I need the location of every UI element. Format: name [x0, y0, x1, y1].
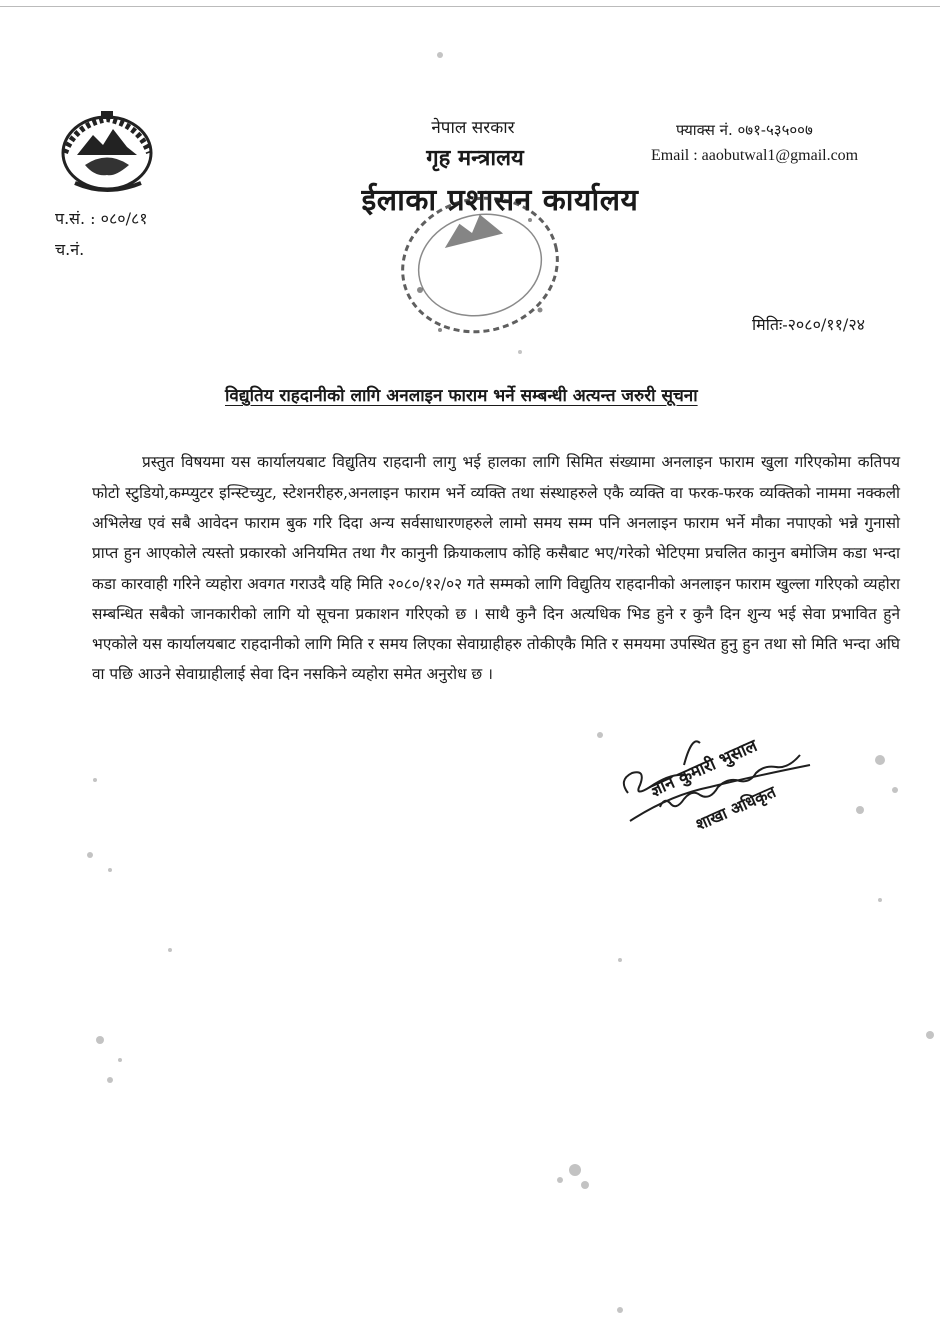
letter-number: प.सं. : ०८०/८१	[55, 209, 148, 228]
email-address: Email : aaobutwal1@gmail.com	[651, 147, 859, 164]
notice-subject: विद्युतिय राहदानीको लागि अनलाइन फाराम भर्ने सम्बन्धी अत्यन्त जरुरी सूचना	[225, 386, 698, 406]
ministry-name: गृह मन्त्रालय	[426, 145, 524, 171]
dispatch-number: च.नं.	[55, 240, 85, 259]
notice-body: प्रस्तुत विषयमा यस कार्यालयबाट विद्युतिय राहदानी लागु भई हालका लागि सिमित संख्यामा अनलाइन फाराम खुला गरिएकोमा कतिपय फोटो स्टुडियो,कम्प्युटर इन्स्टिच्युट, स्टेशनरीहरु,अनलाइन फाराम भर्ने व्यक्ति तथा संस्थाहरुले एकै व्यक्ति वा फरक-फरक व्यक्तिको नाममा नक्कली अभिलेख एवं सबै आवेदन फाराम बुक गरि दिदा अन्य सर्वसाधारणहरुले लामो समय सम्म पनि अनलाइन फाराम भर्ने मौका नपाएको भन्ने गुनासो प्राप्त हुन आएकोले त्यस्तो प्रकारको अनियमित तथा गैर कानुनी क्रियाकलाप कोहि कसैबाट भए/गरेको भेटिएमा प्रचलित कानुन बमोजिम कडा भन्दा कडा कारवाही गरिने व्यहोरा अवगत गराउदै यहि मिति २०८०/१२/०२ गते सम्मको लागि विद्युतिय राहदानीको अनलाइन फाराम खुल्ला गरिएको व्यहोरा सम्बन्धित सबैको जानकारीको लागि यो सूचना प्रकाशन गरिएको छ । साथै कुनै दिन अत्यधिक भिड हुने र कुनै दिन शुन्य भई सेवा प्रभावित हुने भएकोले यस कार्यालयबाट राहदानीको लागि मिति र समय लिएका सेवाग्राहीहरु तोकीएकै मिति र समयमा उपस्थित हुनु हुन तथा सो मिति भन्दा अघि वा पछि आउने सेवाग्राहीलाई सेवा दिन नसकिने व्यहोरा समेत अनुरोध छ ।	[92, 453, 900, 684]
signatory-title: शाखा अधिकृत	[692, 782, 779, 835]
nepal-emblem-icon	[55, 105, 160, 195]
notice-date: मितिः-२०८०/११/२४	[752, 315, 865, 334]
signatory-name: ज्ञान कुमारी भुसाल	[647, 735, 761, 802]
office-name: ईलाका प्रशासन कार्यालय	[361, 183, 639, 218]
government-name: नेपाल सरकार	[431, 118, 515, 138]
office-stamp	[380, 180, 580, 350]
fax-number: फ्याक्स नं. ०७१-५३५००७	[676, 121, 813, 139]
top-rule	[0, 6, 940, 7]
